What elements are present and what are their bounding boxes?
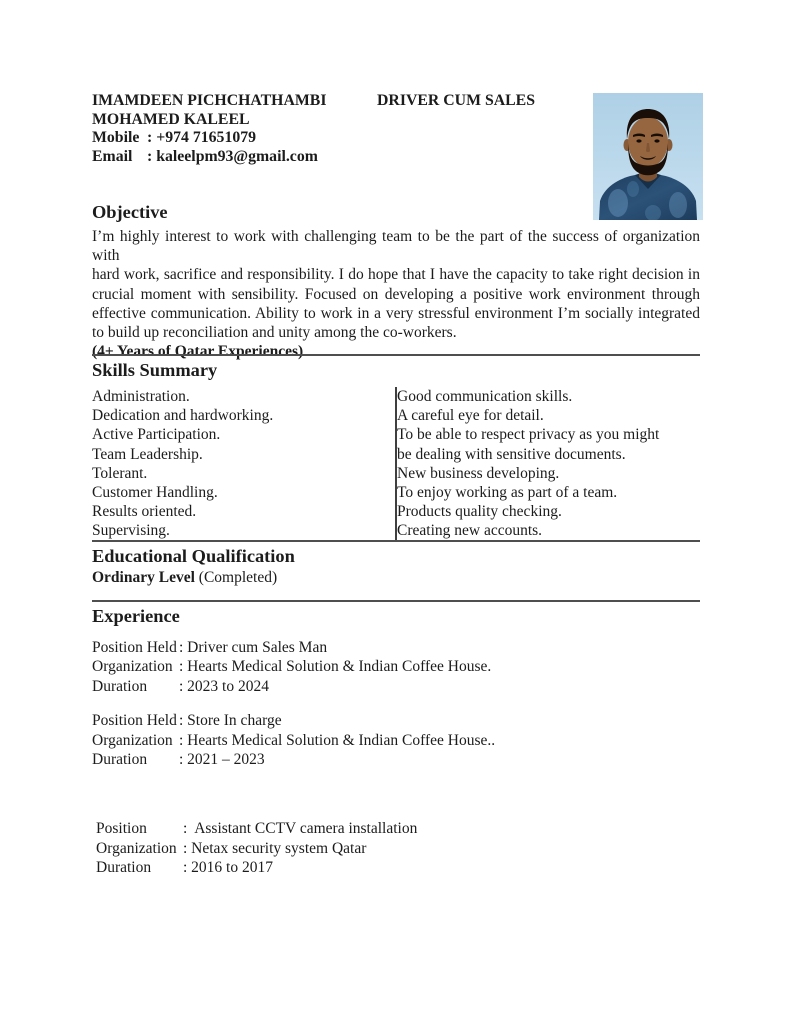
education-section — [92, 540, 700, 587]
job-title: DRIVER CUM SALES — [377, 92, 535, 109]
skill-item: Administration. — [92, 388, 190, 405]
skills-heading: Skills Summary — [92, 360, 218, 380]
experience-section — [92, 600, 700, 878]
organization-value: : Hearts Medical Solution & Indian Coffee House.. — [179, 731, 496, 749]
experience-row — [92, 711, 700, 730]
organization-label: Organization — [92, 658, 173, 676]
name-row — [92, 92, 700, 111]
skill-item: Supervising. — [92, 522, 170, 540]
skill-item: be dealing with sensitive documents. — [397, 445, 626, 463]
header — [92, 92, 700, 166]
skill-item: Products quality checking. — [397, 503, 562, 521]
objective-paragraph — [92, 227, 700, 361]
objective-heading: Objective — [92, 202, 168, 222]
organization-value: : Hearts Medical Solution & Indian Coffee House. — [179, 658, 492, 676]
skills-columns — [92, 387, 700, 541]
duration-value: : 2021 – 2023 — [179, 751, 265, 769]
position-label: Position — [96, 820, 147, 838]
mobile-label: Mobile — [92, 129, 140, 147]
contact-row-mobile — [92, 129, 700, 148]
objective-line: hard work, sacrifice and responsibility. I do hope that I have the capacity to take right decision in — [92, 266, 700, 284]
position-value: : Assistant CCTV camera installation — [183, 820, 418, 838]
candidate-name-line2: MOHAMED KALEEL — [92, 110, 250, 128]
email-label: Email — [92, 147, 133, 165]
skill-item: Results oriented. — [92, 503, 197, 521]
education-level: Ordinary Level — [92, 569, 195, 586]
position-value: : Driver cum Sales Man — [179, 639, 328, 656]
skill-item: Dedication and hardworking. — [92, 407, 274, 425]
skill-item: A careful eye for detail. — [397, 407, 544, 425]
objective-section — [92, 198, 700, 361]
experience-heading: Experience — [92, 606, 180, 626]
duration-value: : 2023 to 2024 — [179, 677, 269, 695]
skills-left-column — [92, 387, 395, 541]
organization-label: Organization — [92, 731, 173, 749]
duration-label: Duration — [96, 859, 152, 877]
duration-label: Duration — [92, 751, 148, 769]
skill-item: New business developing. — [397, 464, 560, 482]
experience-row — [92, 657, 700, 676]
contact-row-email — [92, 148, 700, 167]
position-value: : Store In charge — [179, 712, 282, 730]
skill-item: Creating new accounts. — [397, 522, 543, 540]
position-label: Position Held — [92, 639, 177, 656]
skill-item: Team Leadership. — [92, 445, 203, 463]
experience-entry — [92, 638, 700, 696]
objective-line: effective communication. Ability to work in a very stressful environment I’m socially integrated — [92, 304, 700, 322]
objective-line: to build up reconciliation and unity among the co-workers. — [92, 324, 457, 342]
skill-item: Good communication skills. — [397, 388, 573, 405]
email-value: : kaleelpm93@gmail.com — [147, 147, 318, 165]
education-heading: Educational Qualification — [92, 546, 295, 566]
experience-row — [92, 750, 700, 769]
experience-row — [96, 819, 700, 838]
experience-entry — [92, 819, 700, 877]
skills-right-column — [395, 387, 700, 541]
skill-item: Customer Handling. — [92, 484, 218, 502]
organization-value: : Netax security system Qatar — [183, 839, 367, 857]
education-status: (Completed) — [198, 569, 278, 586]
experience-row — [92, 731, 700, 750]
skill-item: To enjoy working as part of a team. — [397, 484, 618, 502]
duration-value: : 2016 to 2017 — [183, 859, 273, 877]
experience-row — [96, 839, 700, 858]
organization-label: Organization — [96, 839, 177, 857]
skills-section — [92, 354, 700, 541]
objective-line: I’m highly interest to work with challenging team to be the part of the success of organization with — [92, 228, 700, 265]
objective-line: crucial moment with sensibility. Focused on developing a positive work environment through — [92, 285, 700, 303]
position-label: Position Held — [92, 712, 177, 730]
experience-row — [96, 858, 700, 877]
skill-item: Active Participation. — [92, 426, 221, 444]
candidate-name-line1: IMAMDEEN PICHCHATHAMBI — [92, 92, 327, 109]
experience-row — [92, 677, 700, 696]
education-entry — [92, 568, 700, 587]
experience-row — [92, 638, 700, 657]
duration-label: Duration — [92, 677, 148, 695]
mobile-value: : +974 71651079 — [147, 129, 257, 147]
qatar-experience-highlight: (4+ Years of Qatar Experiences) — [92, 343, 304, 361]
experience-entry — [92, 711, 700, 769]
skill-item: To be able to respect privacy as you might — [397, 426, 660, 444]
skill-item: Tolerant. — [92, 464, 148, 482]
